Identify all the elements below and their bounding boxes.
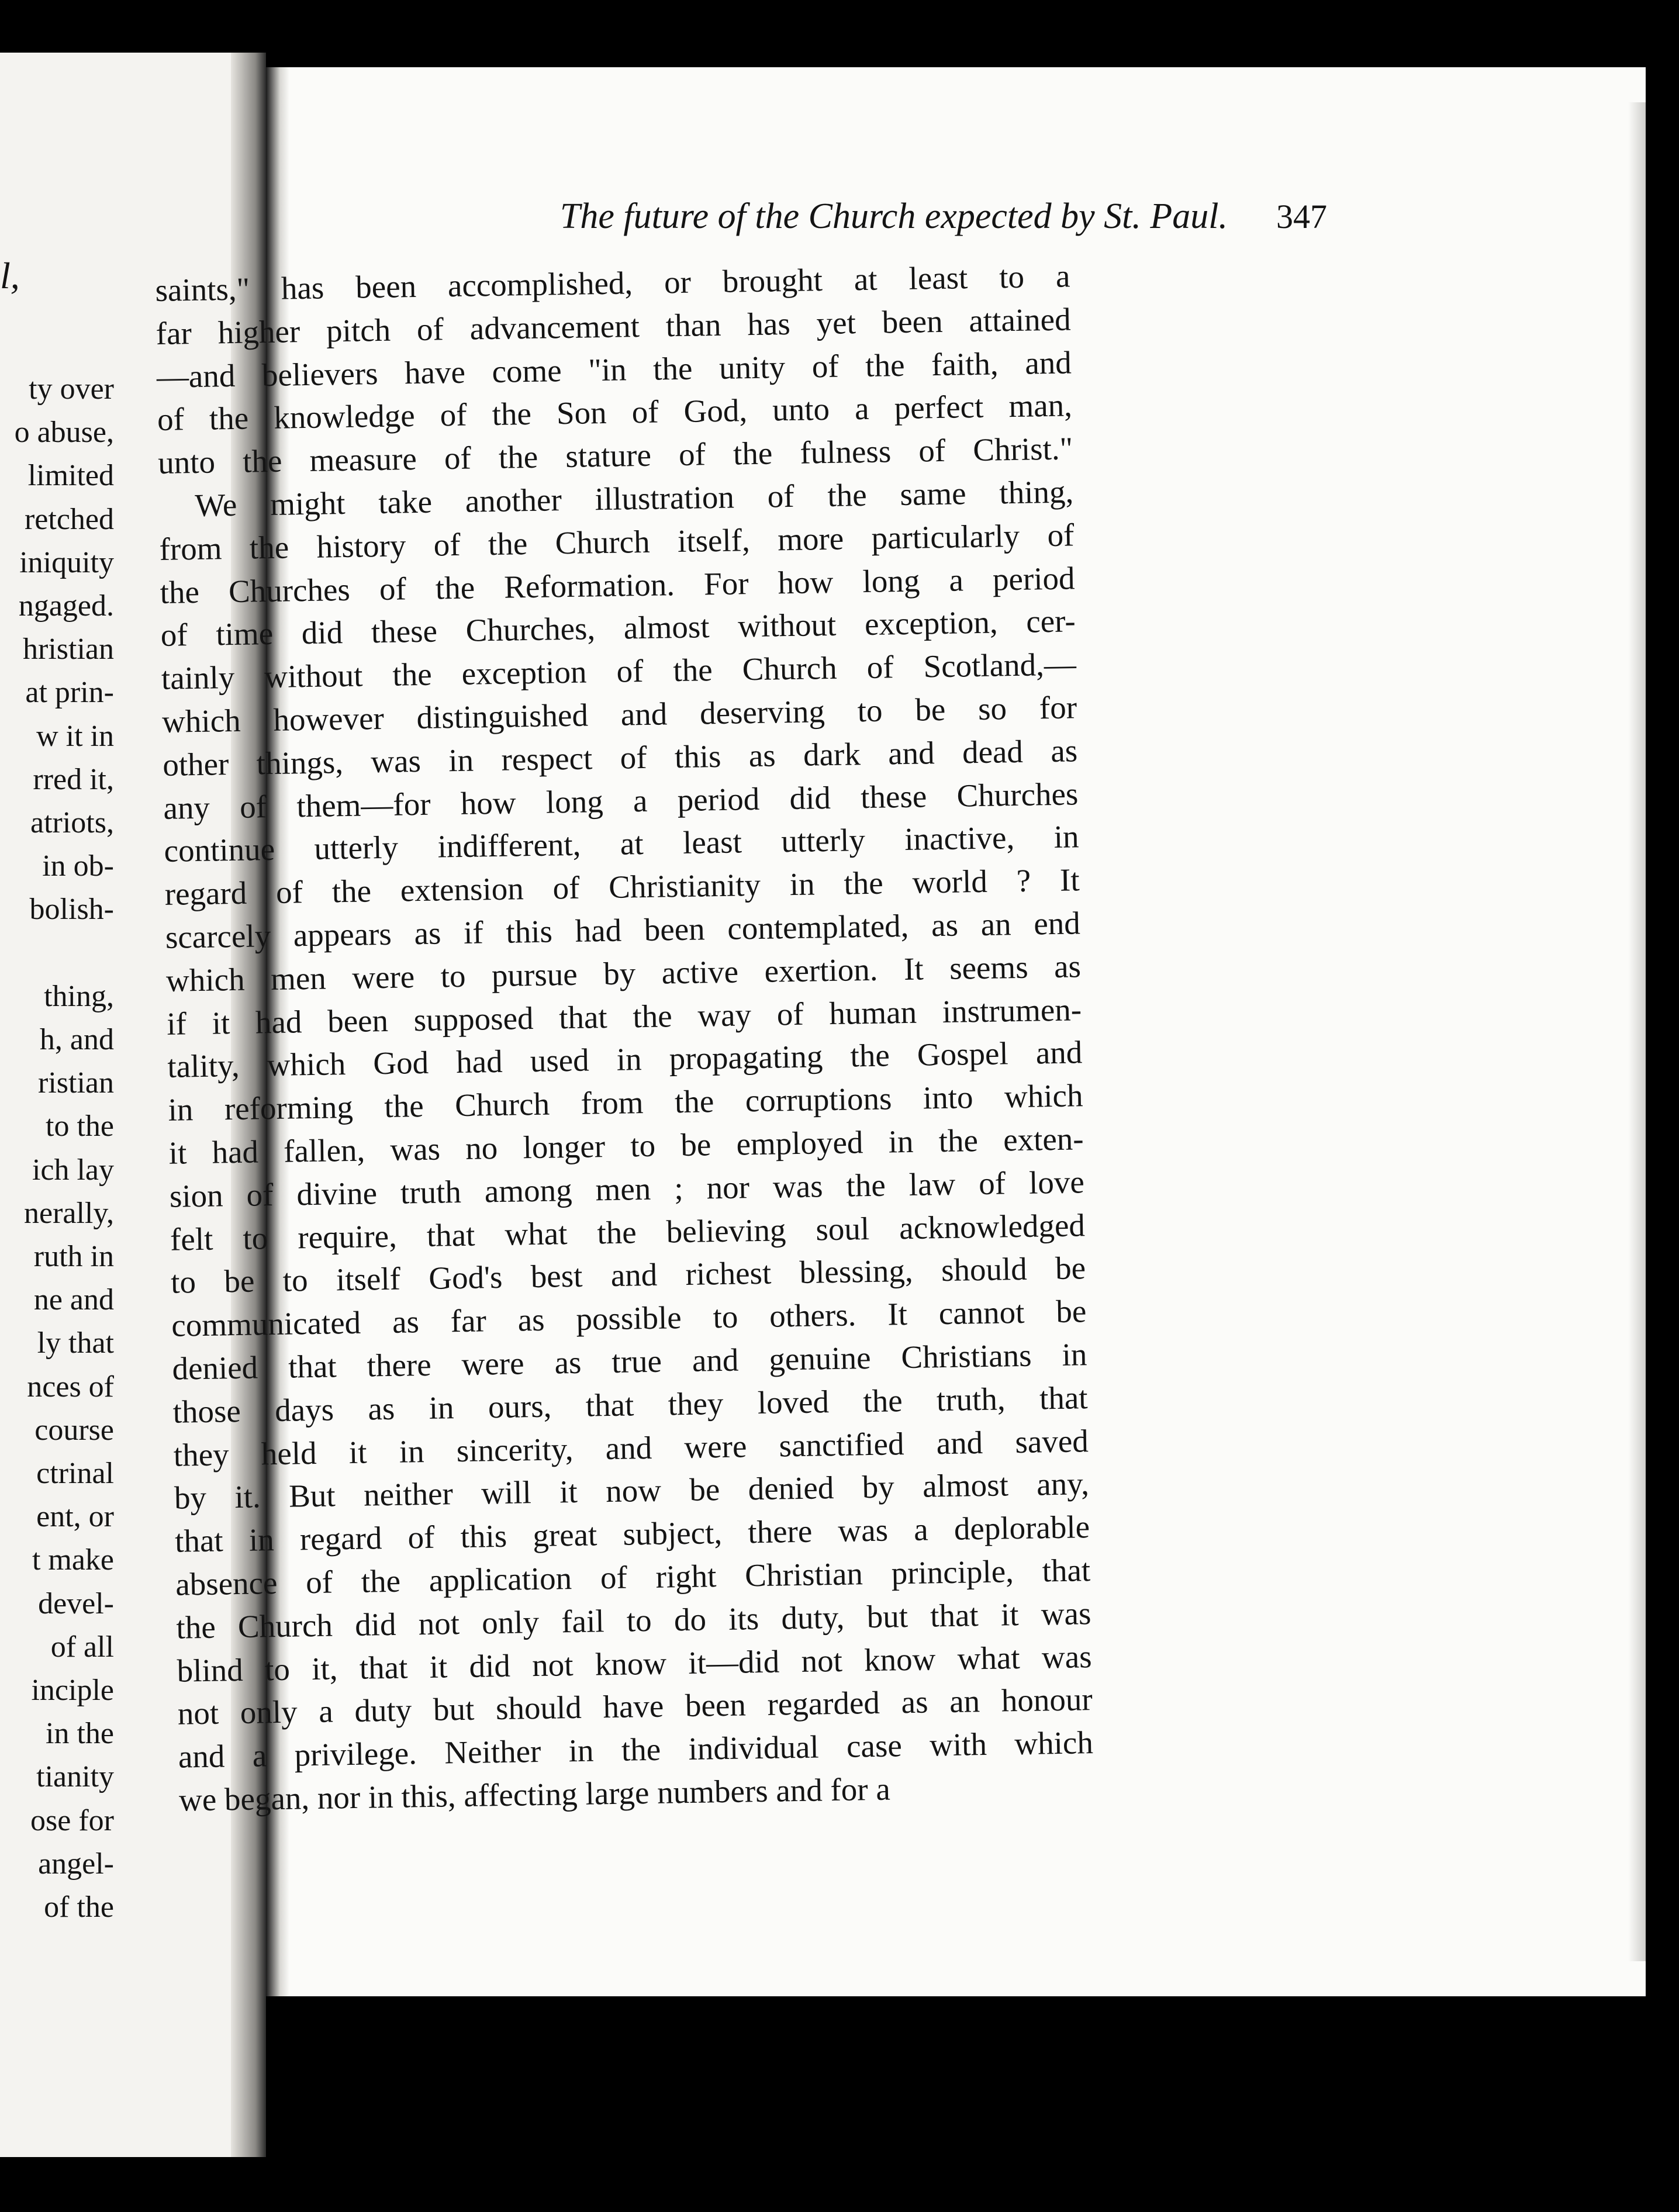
text-line: of time did these Churches, almost without exception, cer-: [160, 603, 1076, 654]
left-page-fragment: in ob-: [42, 849, 114, 883]
body-text: [155, 254, 1094, 1822]
text-line: by it. But neither will it now be denied by almost any,: [174, 1466, 1090, 1516]
left-page-fragment: o abuse,: [14, 416, 114, 450]
left-page-fragment: nerally,: [24, 1196, 114, 1230]
text-line: blind to it, that it did not know it—did not know what was: [177, 1638, 1092, 1689]
left-page-fragment: bolish-: [29, 893, 114, 927]
left-page-fragment: of the: [44, 1890, 114, 1924]
text-line: absence of the application of right Christian principle, that: [175, 1552, 1091, 1602]
text-line: —and believers have come "in the unity of the faith, and: [156, 344, 1072, 395]
left-running-head-fragment: l,: [0, 255, 20, 296]
left-page-fragment: thing,: [44, 979, 114, 1013]
left-page-fragment: angel-: [38, 1847, 114, 1881]
text-line: sion of divine truth among men ; nor was the law of love: [169, 1163, 1085, 1214]
text-line: if it had been supposed that the way of human instrumen-: [166, 991, 1082, 1042]
page-number: 347: [1276, 198, 1327, 236]
left-page-fragment: inciple: [31, 1674, 114, 1707]
left-page-fragment: in the: [46, 1717, 114, 1751]
running-head: [251, 196, 1327, 243]
left-page-fragment: ngaged.: [18, 589, 114, 623]
left-page-fragment: hristian: [23, 633, 114, 666]
left-page-fragment: to the: [46, 1110, 114, 1143]
text-line: it had fallen, was no longer to be employed in the exten-: [168, 1121, 1084, 1171]
left-page-fragment: ty over: [29, 372, 114, 406]
text-line: which men were to pursue by active exertion. It seems as: [165, 948, 1082, 998]
text-line: denied that there were as true and genuine Christians in: [172, 1336, 1087, 1387]
text-line: in reforming the Church from the corruptions into which: [168, 1077, 1083, 1128]
left-page-fragment: ctrinal: [36, 1457, 114, 1490]
left-page-fragment: iniquity: [19, 545, 114, 579]
text-line: far higher pitch of advancement than has yet been attained: [156, 301, 1072, 351]
page-edge-right: [1628, 102, 1646, 1961]
left-page-fragment: ly that: [37, 1326, 114, 1360]
text-line: scarcely appears as if this had been contemplated, as an end: [165, 905, 1081, 955]
text-line: unto the measure of the stature of the fulness of Christ.": [157, 430, 1073, 481]
text-line: they held it in sincerity, and were sanctified and saved: [173, 1422, 1089, 1473]
left-page-fragment: ruth in: [33, 1240, 114, 1273]
text-line: saints," has been accomplished, or brought at least to a: [155, 258, 1070, 308]
left-page-fragment: at prin-: [25, 676, 114, 710]
text-line: and a privilege. Neither in the individual case with which: [178, 1724, 1094, 1775]
left-page-fragment: limited: [27, 459, 114, 493]
left-page-fragment: course: [34, 1413, 114, 1447]
left-page-fragment: ent, or: [36, 1500, 114, 1534]
left-page-fragment: of all: [50, 1630, 114, 1664]
text-line: from the history of the Church itself, more particularly of: [159, 517, 1075, 567]
left-page-fragment: h, and: [39, 1023, 114, 1056]
text-line: felt to require, that what the believing soul acknowledged: [170, 1207, 1086, 1257]
text-line: to be to itself God's best and richest blessing, should be: [170, 1250, 1086, 1301]
text-line: other things, was in respect of this as dark and dead as: [162, 732, 1078, 783]
text-line: tainly without the exception of the Church of Scotland,—: [161, 646, 1077, 697]
text-line: not only a duty but should have been regarded as an honour: [177, 1681, 1093, 1731]
text-line: any of them—for how long a period did these Churches: [163, 775, 1079, 826]
text-line: that in regard of this great subject, there was a deplorable: [174, 1509, 1090, 1559]
left-page-fragment: tianity: [36, 1760, 114, 1794]
left-page-fragment: ne and: [33, 1283, 114, 1317]
text-line: communicated as far as possible to others. It cannot be: [171, 1293, 1087, 1343]
left-page-fragment: w it in: [36, 719, 114, 753]
left-page-fragment: devel-: [38, 1587, 114, 1620]
text-line: regard of the extension of Christianity in the world ? It: [164, 862, 1080, 913]
text-line: the Church did not only fail to do its duty, but that it was: [176, 1595, 1091, 1646]
text-line: tality, which God had used in propagating the Gospel and: [167, 1034, 1083, 1085]
text-line: which however distinguished and deserving to be so for: [161, 689, 1077, 739]
text-line: we began, nor in this, affecting large numbers and for a: [178, 1771, 891, 1818]
text-line: We might take another illustration of the same thing,: [194, 473, 1074, 523]
left-page-fragment: ose for: [30, 1803, 114, 1837]
text-line: continue utterly indifferent, at least utterly inactive, in: [164, 818, 1079, 869]
left-page-fragment: t make: [32, 1543, 114, 1577]
text-line: those days as in ours, that they loved the truth, that: [172, 1379, 1088, 1430]
text-line: of the knowledge of the Son of God, unto a perfect man,: [157, 387, 1073, 438]
left-page-fragment: rred it,: [33, 762, 114, 796]
left-page-fragment: retched: [24, 502, 114, 536]
left-page-fragment: nces of: [27, 1370, 114, 1404]
left-page-fragment: ich lay: [32, 1153, 114, 1187]
running-head-title: The future of the Church expected by St. Paul.: [559, 196, 1228, 236]
text-line: the Churches of the Reformation. For how long a period: [160, 559, 1075, 610]
left-page-fragment: atriots,: [30, 806, 114, 839]
left-page-fragment: ristian: [38, 1066, 114, 1100]
